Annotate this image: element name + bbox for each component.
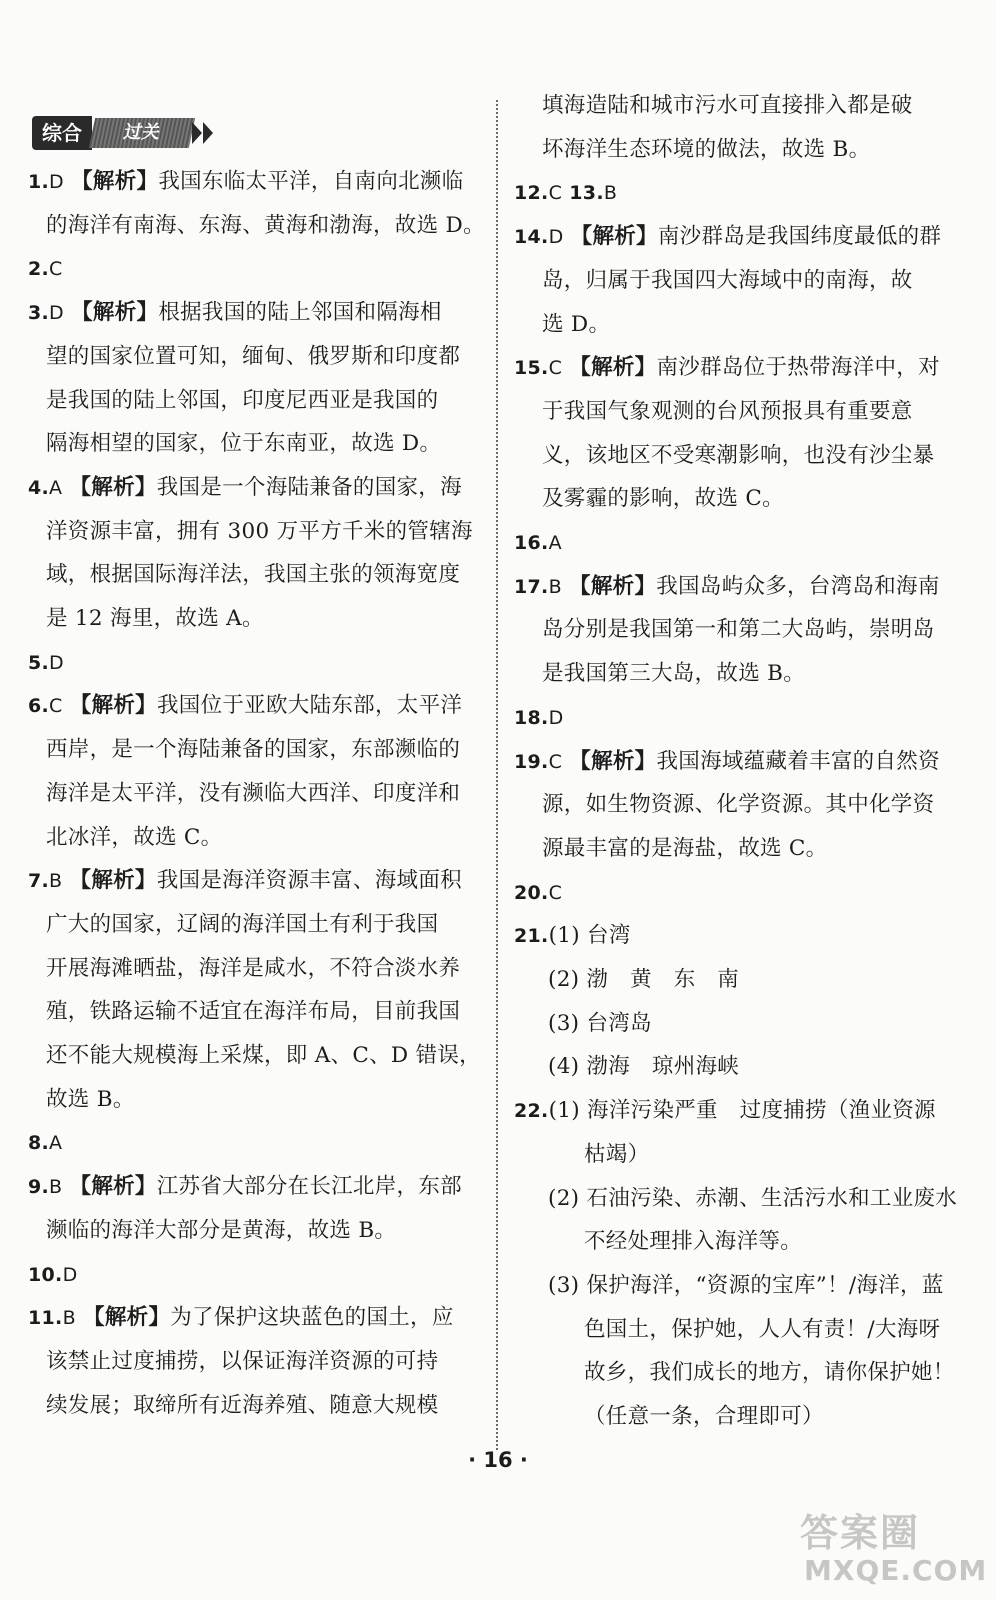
answer-choice: D bbox=[548, 226, 564, 249]
analysis-line: 选 D。 bbox=[542, 311, 611, 337]
part-text: (1) 台湾 bbox=[548, 923, 631, 949]
analysis-text: 我国岛屿众多，台湾岛和海南 bbox=[656, 573, 940, 599]
analysis-line: 坏海洋生态环境的做法，故选 B。 bbox=[542, 136, 871, 162]
analysis-line: 续发展；取缔所有近海养殖、随意大规模 bbox=[46, 1392, 439, 1418]
part-text: (2) 石油污染、赤潮、生活污水和工业废水 bbox=[548, 1185, 958, 1211]
part-text: (3) 台湾岛 bbox=[548, 1010, 652, 1036]
answer-part bbox=[584, 1228, 802, 1256]
answer-part bbox=[548, 1053, 739, 1081]
question-number: 3. bbox=[28, 302, 50, 325]
analysis-line: 及雾霾的影响，故选 C。 bbox=[542, 486, 784, 512]
analysis-line: 该禁止过度捕捞，以保证海洋资源的可持 bbox=[46, 1348, 439, 1374]
analysis-text: 江苏省大部分在长江北岸，东部 bbox=[156, 1174, 462, 1200]
analysis-line: 于我国气象观测的台风预报具有重要意 bbox=[542, 398, 913, 424]
answer-part bbox=[514, 922, 631, 950]
analysis-tag: 【解析】 bbox=[71, 169, 159, 194]
analysis-tag: 【解析】 bbox=[69, 868, 157, 894]
answer-item bbox=[28, 867, 462, 895]
answer-choice: B bbox=[62, 1307, 76, 1330]
answer-choice: C bbox=[548, 357, 563, 380]
question-number: 15. bbox=[514, 357, 549, 380]
answer-choice: D bbox=[49, 302, 64, 325]
watermark-text: 答案圈 bbox=[800, 1511, 921, 1555]
analysis-line: 故选 B。 bbox=[46, 1086, 135, 1112]
answer-item bbox=[514, 354, 940, 382]
analysis-tag: 【解析】 bbox=[570, 224, 658, 250]
analysis-line: 广大的国家，辽阔的海洋国土有利于我国 bbox=[46, 911, 439, 937]
answer-part bbox=[548, 1272, 944, 1300]
answer-part bbox=[584, 1316, 940, 1344]
question-number: 14. bbox=[514, 226, 549, 249]
watermark-logo bbox=[800, 1502, 988, 1592]
answer-item bbox=[28, 1304, 454, 1332]
question-number: 10. bbox=[28, 1263, 63, 1286]
answer-item bbox=[28, 255, 63, 283]
column-divider bbox=[496, 100, 498, 1450]
question-number: 2. bbox=[28, 258, 50, 281]
analysis-tag: 【解析】 bbox=[569, 573, 657, 599]
analysis-text: 我国海域蕴藏着丰富的自然资 bbox=[656, 748, 940, 774]
badge-sub: 过关 bbox=[89, 118, 195, 148]
analysis-line: 是我国的陆上邻国，印度尼西亚是我国的 bbox=[46, 387, 439, 413]
part-text: (3) 保护海洋，“资源的宝库”！/海洋，蓝 bbox=[548, 1272, 944, 1298]
answer-part bbox=[548, 966, 739, 994]
page-number: · 16 · bbox=[468, 1448, 528, 1472]
analysis-text: 我国是海洋资源丰富、海域面积 bbox=[156, 868, 462, 894]
part-text: 色国土，保护她，人人有责！/大海呀 bbox=[584, 1316, 941, 1342]
answer-item bbox=[514, 748, 940, 776]
part-text: 不经处理排入海洋等。 bbox=[584, 1229, 803, 1255]
watermark-url: MXQE.COM bbox=[804, 1554, 988, 1587]
answer-item bbox=[28, 168, 464, 196]
section-badge bbox=[32, 116, 214, 150]
analysis-text: 我国东临太平洋，自南向北濒临 bbox=[158, 169, 464, 194]
badge-main: 综合 bbox=[32, 116, 92, 150]
answer-item bbox=[28, 1129, 62, 1157]
question-number: 21. bbox=[514, 925, 549, 948]
analysis-line: 义，该地区不受寒潮影响，也没有沙尘暴 bbox=[542, 442, 935, 468]
answer-item bbox=[514, 704, 564, 732]
analysis-line: 殖，铁路运输不适宜在海洋布局，目前我国 bbox=[46, 999, 461, 1025]
answer-choice: A bbox=[548, 532, 562, 554]
analysis-line: 是我国第三大岛，故选 B。 bbox=[542, 661, 806, 687]
answer-part bbox=[584, 1359, 955, 1387]
answer-choice: C bbox=[548, 881, 563, 904]
answer-part bbox=[584, 1141, 649, 1169]
answer-choice: D bbox=[49, 171, 64, 193]
question-number: 5. bbox=[28, 651, 50, 674]
answer-choice: B bbox=[548, 575, 562, 598]
answer-choice: C bbox=[49, 258, 63, 281]
analysis-text: 我国是一个海陆兼备的国家，海 bbox=[156, 474, 462, 500]
answer-item bbox=[28, 1173, 462, 1201]
answer-item bbox=[28, 692, 462, 720]
analysis-line: 开展海滩晒盐，海洋是咸水，不符合淡水养 bbox=[46, 955, 461, 981]
analysis-line: 西岸，是一个海陆兼备的国家，东部濒临的 bbox=[46, 737, 461, 763]
answer-choice: B bbox=[603, 182, 618, 205]
answer-item bbox=[514, 879, 562, 907]
answer-part bbox=[514, 1097, 936, 1125]
analysis-text: 南沙群岛是我国纬度最低的群 bbox=[657, 224, 942, 250]
question-number: 20. bbox=[514, 881, 549, 904]
question-number: 22. bbox=[514, 1100, 549, 1123]
question-number: 16. bbox=[514, 532, 549, 554]
part-text: (1) 海洋污染严重 过度捕捞（渔业资源 bbox=[548, 1098, 936, 1124]
analysis-tag: 【解析】 bbox=[71, 300, 159, 326]
answer-choice: C bbox=[548, 750, 563, 773]
double-arrow-icon bbox=[192, 122, 216, 144]
answer-item bbox=[28, 299, 442, 327]
part-text: (2) 渤 黄 东 南 bbox=[548, 967, 740, 992]
part-text: （任意一条，合理即可） bbox=[584, 1404, 824, 1429]
answer-part bbox=[584, 1403, 824, 1431]
question-number: 4. bbox=[28, 476, 50, 499]
analysis-tag: 【解析】 bbox=[83, 1305, 171, 1331]
answer-choice: C bbox=[548, 182, 563, 205]
answer-item bbox=[28, 649, 64, 677]
answer-part bbox=[548, 1185, 957, 1213]
answer-choice: D bbox=[62, 1263, 78, 1286]
analysis-text: 我国位于亚欧大陆东部，太平洋 bbox=[156, 693, 463, 719]
analysis-line: 海洋是太平洋，没有濒临大西洋、印度洋和 bbox=[46, 780, 461, 806]
analysis-tag: 【解析】 bbox=[69, 1174, 157, 1200]
analysis-line: 填海造陆和城市污水可直接排入都是破 bbox=[542, 93, 913, 118]
analysis-line: 域，根据国际海洋法，我国主张的领海宽度 bbox=[46, 562, 461, 588]
answer-choice: A bbox=[49, 476, 63, 499]
analysis-tag: 【解析】 bbox=[69, 474, 157, 500]
analysis-line: 是 12 海里，故选 A。 bbox=[46, 606, 264, 631]
analysis-line: 源最丰富的是海盐，故选 C。 bbox=[542, 835, 828, 861]
question-number: 1. bbox=[28, 171, 50, 193]
answer-item bbox=[28, 1261, 78, 1289]
part-text: 枯竭） bbox=[584, 1141, 650, 1167]
answer-item bbox=[514, 223, 941, 251]
analysis-line: 望的国家位置可知，缅甸、俄罗斯和印度都 bbox=[46, 343, 461, 369]
question-number: 19. bbox=[514, 750, 549, 773]
answer-item bbox=[514, 529, 562, 557]
analysis-line: 还不能大规模海上采煤，即 A、C、D 错误， bbox=[46, 1043, 481, 1068]
question-number: 18. bbox=[514, 706, 549, 729]
analysis-line: 北冰洋，故选 C。 bbox=[46, 824, 223, 850]
question-number: 11. bbox=[28, 1307, 63, 1330]
question-number: 9. bbox=[28, 1176, 50, 1199]
analysis-tag: 【解析】 bbox=[569, 748, 657, 774]
answer-choice: D bbox=[49, 651, 64, 674]
analysis-line: 的海洋有南海、东海、黄海和渤海，故选 D。 bbox=[46, 212, 485, 238]
question-number: 12. bbox=[514, 182, 549, 205]
analysis-tag: 【解析】 bbox=[569, 355, 657, 381]
question-number: 6. bbox=[28, 695, 50, 718]
analysis-line: 濒临的海洋大部分是黄海，故选 B。 bbox=[46, 1217, 397, 1243]
analysis-line: 洋资源丰富，拥有 300 万平方千米的管辖海 bbox=[46, 518, 473, 544]
analysis-tag: 【解析】 bbox=[69, 693, 157, 719]
question-number: 7. bbox=[28, 870, 50, 893]
analysis-text: 为了保护这块蓝色的国土，应 bbox=[170, 1305, 454, 1331]
analysis-line: 源，如生物资源、化学资源。其中化学资 bbox=[542, 792, 935, 818]
answer-choice: B bbox=[49, 870, 63, 893]
analysis-text: 根据我国的陆上邻国和隔海相 bbox=[158, 300, 442, 326]
answer-item bbox=[514, 179, 617, 207]
analysis-line: 岛，归属于我国四大海域中的南海，故 bbox=[542, 267, 913, 293]
question-number: 13. bbox=[569, 182, 604, 205]
answer-item bbox=[514, 573, 940, 601]
question-number: 8. bbox=[28, 1132, 50, 1155]
analysis-line: 岛分别是我国第一和第二大岛屿，崇明岛 bbox=[542, 617, 935, 643]
question-number: 17. bbox=[514, 575, 549, 598]
answer-choice: C bbox=[49, 695, 63, 718]
part-text: 故乡，我们成长的地方，请你保护她！ bbox=[584, 1360, 955, 1386]
answer-choice: A bbox=[49, 1132, 63, 1155]
answer-choice: B bbox=[49, 1176, 63, 1199]
analysis-text: 南沙群岛位于热带海洋中，对 bbox=[656, 355, 940, 381]
answer-part bbox=[548, 1010, 652, 1038]
part-text: (4) 渤海 琼州海峡 bbox=[548, 1054, 740, 1080]
analysis-line: 隔海相望的国家，位于东南亚，故选 D。 bbox=[46, 431, 442, 457]
answer-choice: D bbox=[548, 706, 564, 729]
answer-item bbox=[28, 474, 462, 502]
